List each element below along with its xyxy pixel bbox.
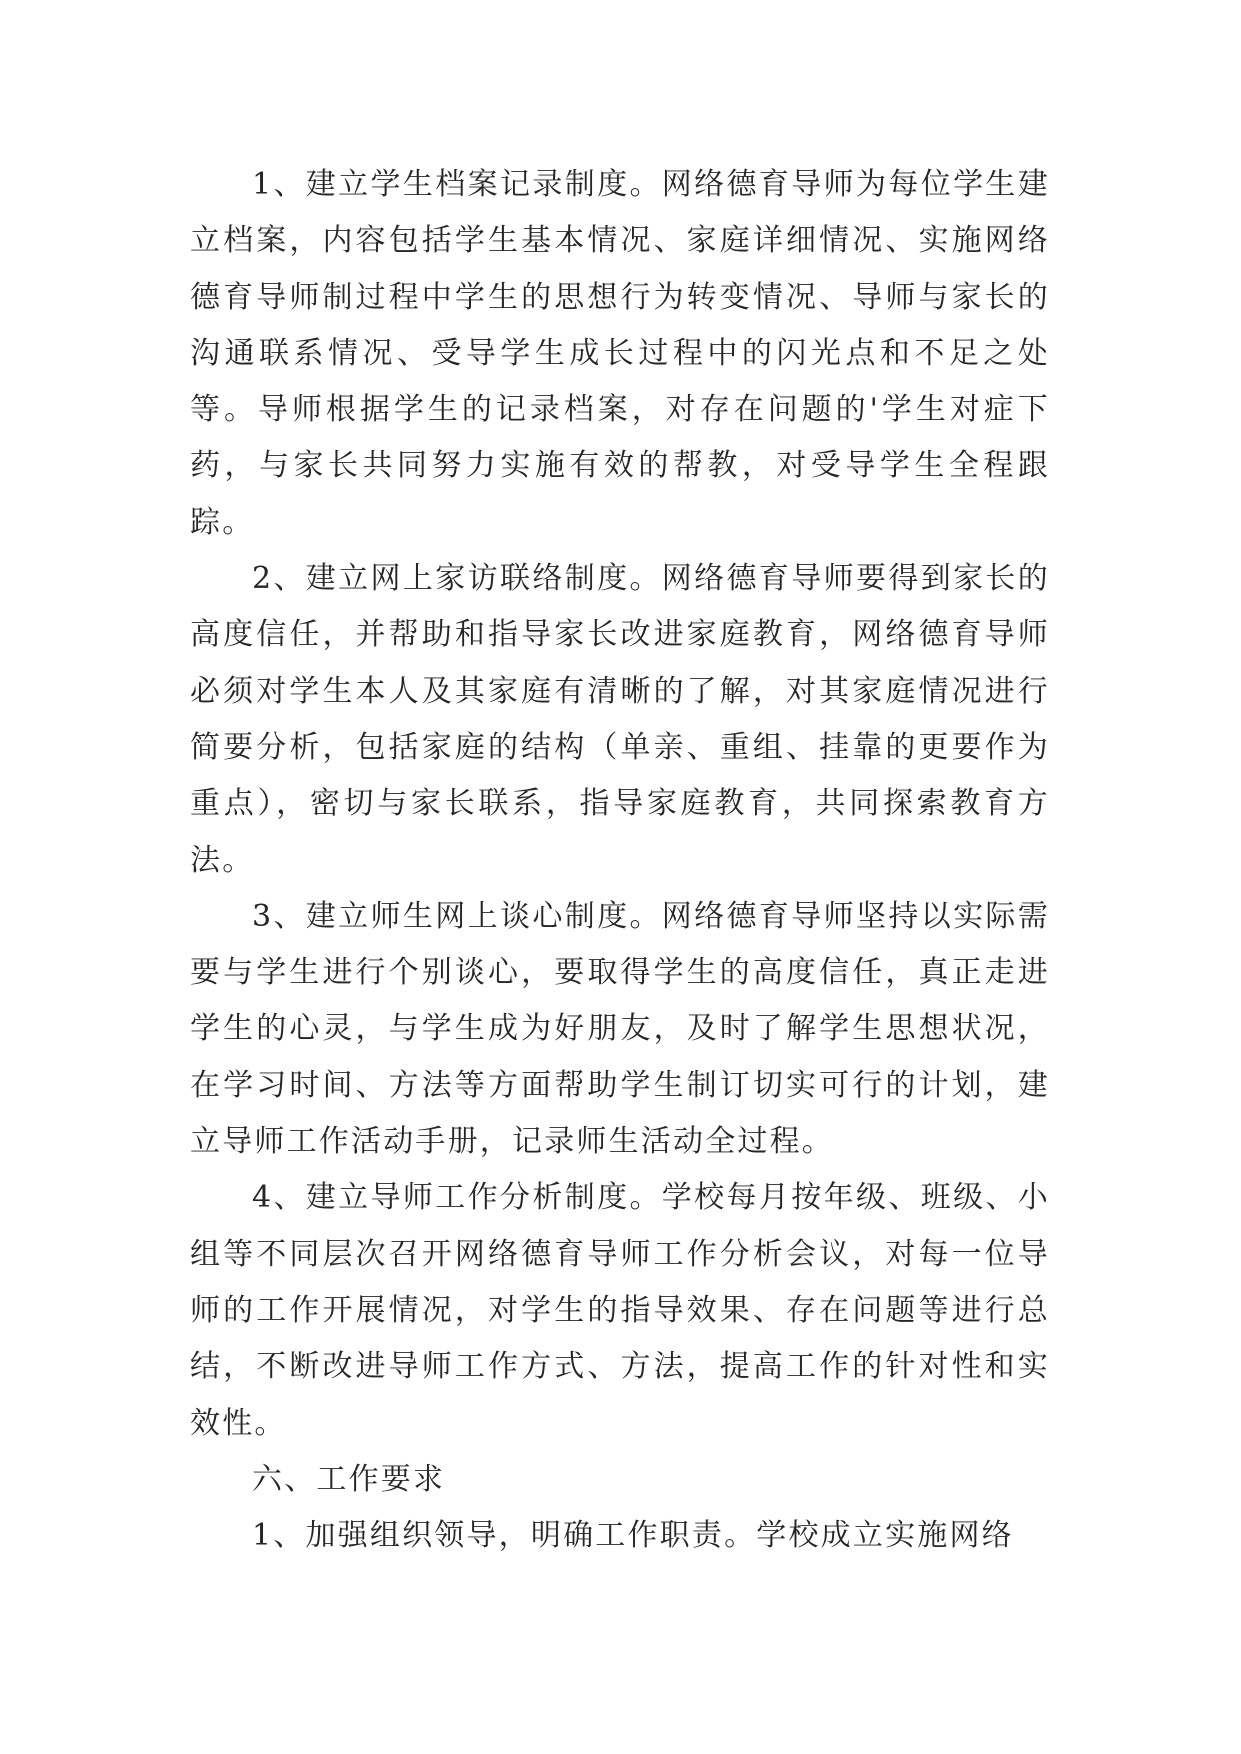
paragraph-home-visit: 2、建立网上家访联络制度。网络德育导师要得到家长的高度信任，并帮助和指导家长改进家庭教育，网络德育导师必须对学生本人及其家庭有清晰的了解，对其家庭情况进行简要分析，包括家庭的结构（单亲、重组、挂靠的更要作为重点），密切与家长联系，指导家庭教育，共同探索教育方法。 — [190, 561, 1050, 878]
paragraph-student-records: 1、建立学生档案记录制度。网络德育导师为每位学生建立档案，内容包括学生基本情况、家庭详细情况、实施网络德育导师制过程中学生的思想行为转变情况、导师与家长的沟通联系情况、受导学生成长过程中的闪光点和不足之处等。导师根据学生的记录档案，对存在问题的'学生对症下药，与家长共同努力实施有效的帮教，对受导学生全程跟踪。 — [190, 167, 1050, 540]
document-body — [190, 157, 1050, 1564]
section-heading-work-requirements: 六、工作要求 — [252, 1461, 446, 1497]
paragraph-heart-to-heart: 3、建立师生网上谈心制度。网络德育导师坚持以实际需要与学生进行个别谈心，要取得学生的高度信任，真正走进学生的心灵，与学生成为好朋友，及时了解学生思想状况，在学习时间、方法等方面帮助学生制订切实可行的计划，建立导师工作活动手册，记录师生活动全过程。 — [190, 898, 1050, 1160]
paragraph-work-analysis: 4、建立导师工作分析制度。学校每月按年级、班级、小组等不同层次召开网络德育导师工作分析会议，对每一位导师的工作开展情况，对学生的指导效果、存在问题等进行总结，不断改进导师工作方式、方法，提高工作的针对性和实效性。 — [190, 1180, 1050, 1441]
paragraph-organization-leadership: 1、加强组织领导，明确工作职责。学校成立实施网络 — [252, 1518, 1014, 1554]
